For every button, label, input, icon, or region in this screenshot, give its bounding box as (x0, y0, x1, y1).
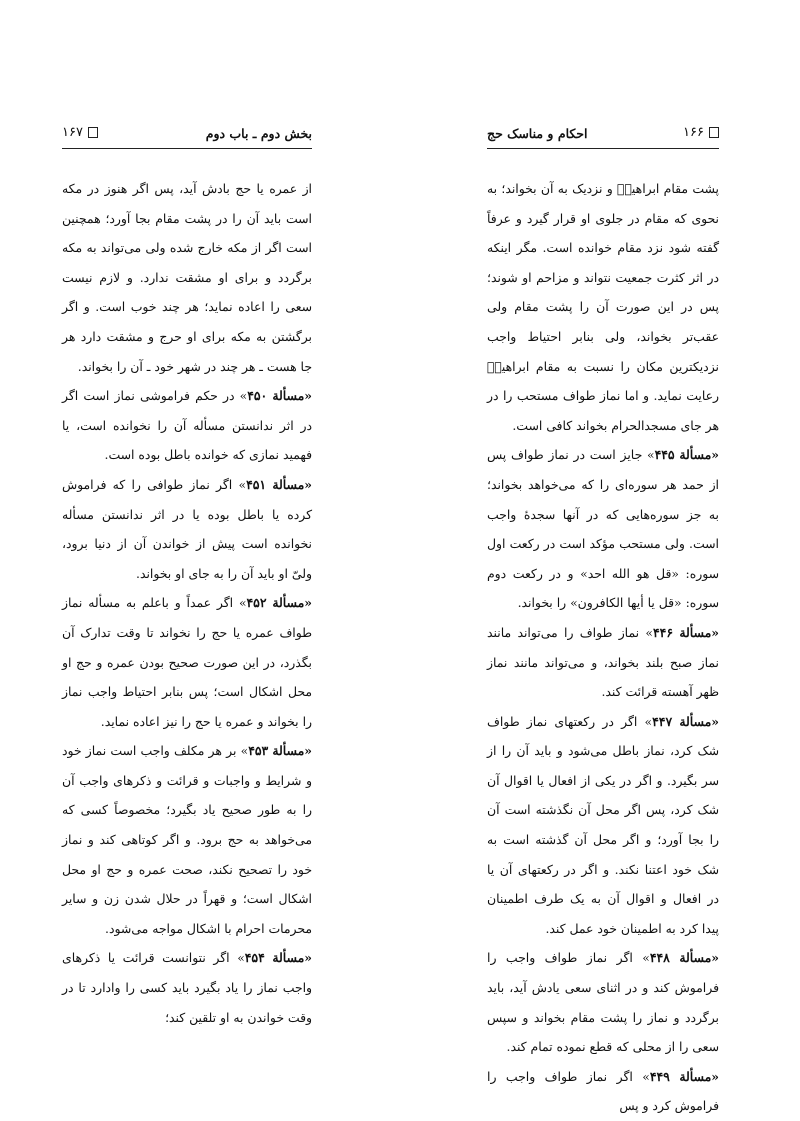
masale-number: ۴۵۱ (246, 476, 267, 492)
masale-paragraph: «مسألة ۴۴۷» اگر در رکعتهای نماز طواف شک کرد، نماز باطل می‌شود و باید آن را از سر بگیرد. و اگر در یکی از افعال یا اقوال آن شک کرد، پس اگر محل آن نگذشته است آن را بجا آورد؛ و اگر محل آن گذشته است به شک خود اعتنا نکند. و اگر در رکعتهای آن یا در افعال و اقوال آن به یک طرف اطمینان پیدا کرد به اطمینان خود عمل کند. (487, 713, 719, 936)
masale-paragraph: «مسألة ۴۴۵» جایز است در نماز طواف پس از حمد هر سوره‌ای را که می‌خواهد بخواند؛ به جز سوره‌هایی که در آنها سجدهٔ واجب است. ولی مستحب مؤکد است در رکعت اول سوره: «قل هو الله احد» و در رکعت دوم سوره: «قل یا أیها الکافرون» را بخواند. (487, 447, 719, 611)
left-page-header (62, 124, 312, 149)
masale-paragraph: «مسألة ۴۵۲» اگر عمداً و باعلم به مسأله نماز طواف عمره یا حج را نخواند تا وقت تدارک آن بگذرد، در این صورت صحیح بودن عمره و حج او محل اشکال است؛ پس بنابر احتیاط واجب نماز را بخواند و عمره یا حج را نیز اعاده نماید. (62, 595, 312, 729)
masale-label: «مسألة (272, 950, 312, 966)
left-page-body (62, 174, 312, 1032)
right-page-header (487, 124, 719, 149)
right-page-running-title: احکام و مناسک حج (487, 126, 588, 141)
right-page (487, 0, 719, 1114)
masale-number: ۴۴۸ (649, 950, 670, 966)
left-page (62, 0, 312, 1100)
masale-number: ۴۵۰ (247, 388, 268, 404)
masale-paragraph: «مسألة ۴۴۹» اگر نماز طواف واجب را فراموش کرد و پس (487, 1068, 719, 1114)
masale-paragraph: «مسألة ۴۴۶» نماز طواف را می‌تواند مانند نماز صبح بلند بخواند، و می‌تواند مانند نماز ظهر آهسته قرائت کند. (487, 624, 719, 700)
masale-label: «مسألة (679, 1068, 719, 1084)
masale-number: ۴۵۲ (246, 595, 267, 611)
masale-paragraph: «مسألة ۴۵۴» اگر نتوانست قرائت یا ذکرهای واجب نماز را یاد بگیرد باید کسی را وادارد تا در وقت خواندن به او تلقین کند؛ (62, 950, 312, 1025)
masale-paragraph: «مسألة ۴۵۰» در حکم فراموشی نماز است اگر در اثر ندانستن مسأله آن را نخوانده است، یا فهمید نمازی که خوانده باطل بوده است. (62, 388, 312, 463)
square-bullet-icon (709, 127, 719, 138)
masale-number: ۴۴۷ (652, 713, 673, 729)
masale-number: ۴۵۴ (244, 950, 265, 966)
masale-label: «مسألة (272, 388, 312, 404)
paragraph: پشت مقام ابراهیمؑ و نزدیک به آن بخواند؛ به نحوی که مقام در جلوی او قرار گیرد و عرفاً گفته شود نزد مقام خوانده است. مگر اینکه در اثر کثرت جمعیت نتواند و مزاحم او شوند؛ پس در این صورت آن را پشت مقام ولی عقب‌تر بخواند، ولی بنابر احتیاط واجب نزدیکترین مکان را نسبت به مقام ابراهیمؑ رعایت نماید. و اما نماز طواف مستحب را در هر جای مسجدالحرام بخواند کافی است. (487, 181, 719, 433)
masale-label: «مسألة (679, 624, 719, 640)
masale-label: «مسألة (679, 950, 719, 966)
masale-label: «مسألة (272, 476, 312, 492)
masale-paragraph: «مسألة ۴۵۱» اگر نماز طوافی را که فراموش کرده یا باطل بوده یا در اثر ندانستن مسأله نخوانده است پیش از خواندن آن از دنیا برود، ولیّ او باید آن را به جای او بخواند. (62, 476, 312, 581)
paragraph: از عمره یا حج بادش آید، پس اگر هنوز در مکه است باید آن را در پشت مقام بجا آورد؛ همچنین است اگر از مکه خارج شده ولی می‌تواند به مکه برگردد و برای او مشقت ندارد. و لازم نیست سعی را اعاده نماید؛ هر چند خوب است. و اگر برگشتن به مکه برای او حرج و مشقت دارد هر جا هست ـ هر چند در شهر خود ـ آن را بخواند. (62, 181, 312, 374)
masale-number: ۴۵۳ (248, 743, 269, 759)
masale-paragraph: «مسألة ۴۵۳» بر هر مکلف واجب است نماز خود و شرایط و واجبات و قرائت و ذکرهای واجب آن را به طور صحیح یاد بگیرد؛ مخصوصاً کسی که می‌خواهد به حج برود. و اگر کوتاهی کند و نماز خود را تصحیح نکند، صحت عمره و حج او محل اشکال است؛ و قهراً در حلال شدن زن و سایر محرمات احرام با اشکال مواجه می‌شود. (62, 743, 312, 936)
masale-label: «مسألة (679, 447, 719, 463)
left-page-number: ۱۶۷ (62, 125, 98, 140)
left-page-running-title: بخش دوم ـ باب دوم (205, 126, 312, 141)
right-page-body (487, 174, 719, 1121)
right-page-number: ۱۶۶ (683, 125, 719, 140)
masale-label: «مسألة (679, 713, 719, 729)
masale-label: «مسألة (272, 595, 312, 611)
masale-paragraph: «مسألة ۴۴۸» اگر نماز طواف واجب را فراموش کند و در اثنای سعی یادش آید، باید برگردد و نماز را پشت مقام بخواند و سپس سعی را از محلی که قطع نموده تمام کند. (487, 950, 719, 1055)
square-bullet-icon (88, 127, 98, 138)
masale-label: «مسألة (272, 743, 312, 759)
masale-number: ۴۴۹ (649, 1068, 670, 1084)
masale-number: ۴۴۶ (653, 624, 673, 640)
masale-number: ۴۴۵ (654, 447, 675, 463)
